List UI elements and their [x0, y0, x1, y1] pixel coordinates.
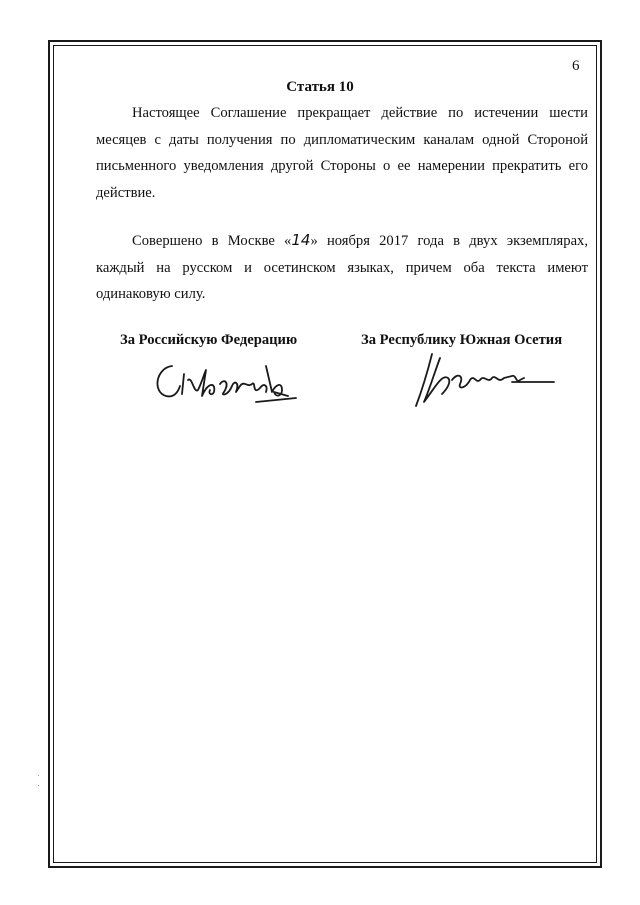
- scan-speck: [38, 785, 39, 786]
- conclusion-text-start: Совершено в Москве «: [132, 233, 292, 249]
- signature-label-russia: За Российскую Федерацию: [120, 332, 298, 348]
- scan-speck: [38, 775, 39, 776]
- signature-south-ossetia: [412, 350, 562, 410]
- article-title: Статья 10: [286, 79, 354, 95]
- article-paragraph: Настоящее Соглашение прекращает действие по истечении шести месяцев с даты получения по дипломатическим каналам одной Стороной письменного уведомления другой Стороны о ее намерении прекратить его действие.: [96, 105, 588, 201]
- signature-label-south-ossetia: За Республику Южная Осетия: [361, 332, 563, 348]
- signature-russia: [148, 352, 308, 412]
- handwritten-day: 14: [291, 231, 311, 249]
- page-number: 6: [572, 58, 580, 74]
- conclusion-paragraph: [96, 227, 588, 308]
- conclusion-text-end: » ноября 2017 года в двух экземплярах, каждый на русском и осетинском языках, причем оба текста имеют одинаковую силу.: [96, 233, 588, 302]
